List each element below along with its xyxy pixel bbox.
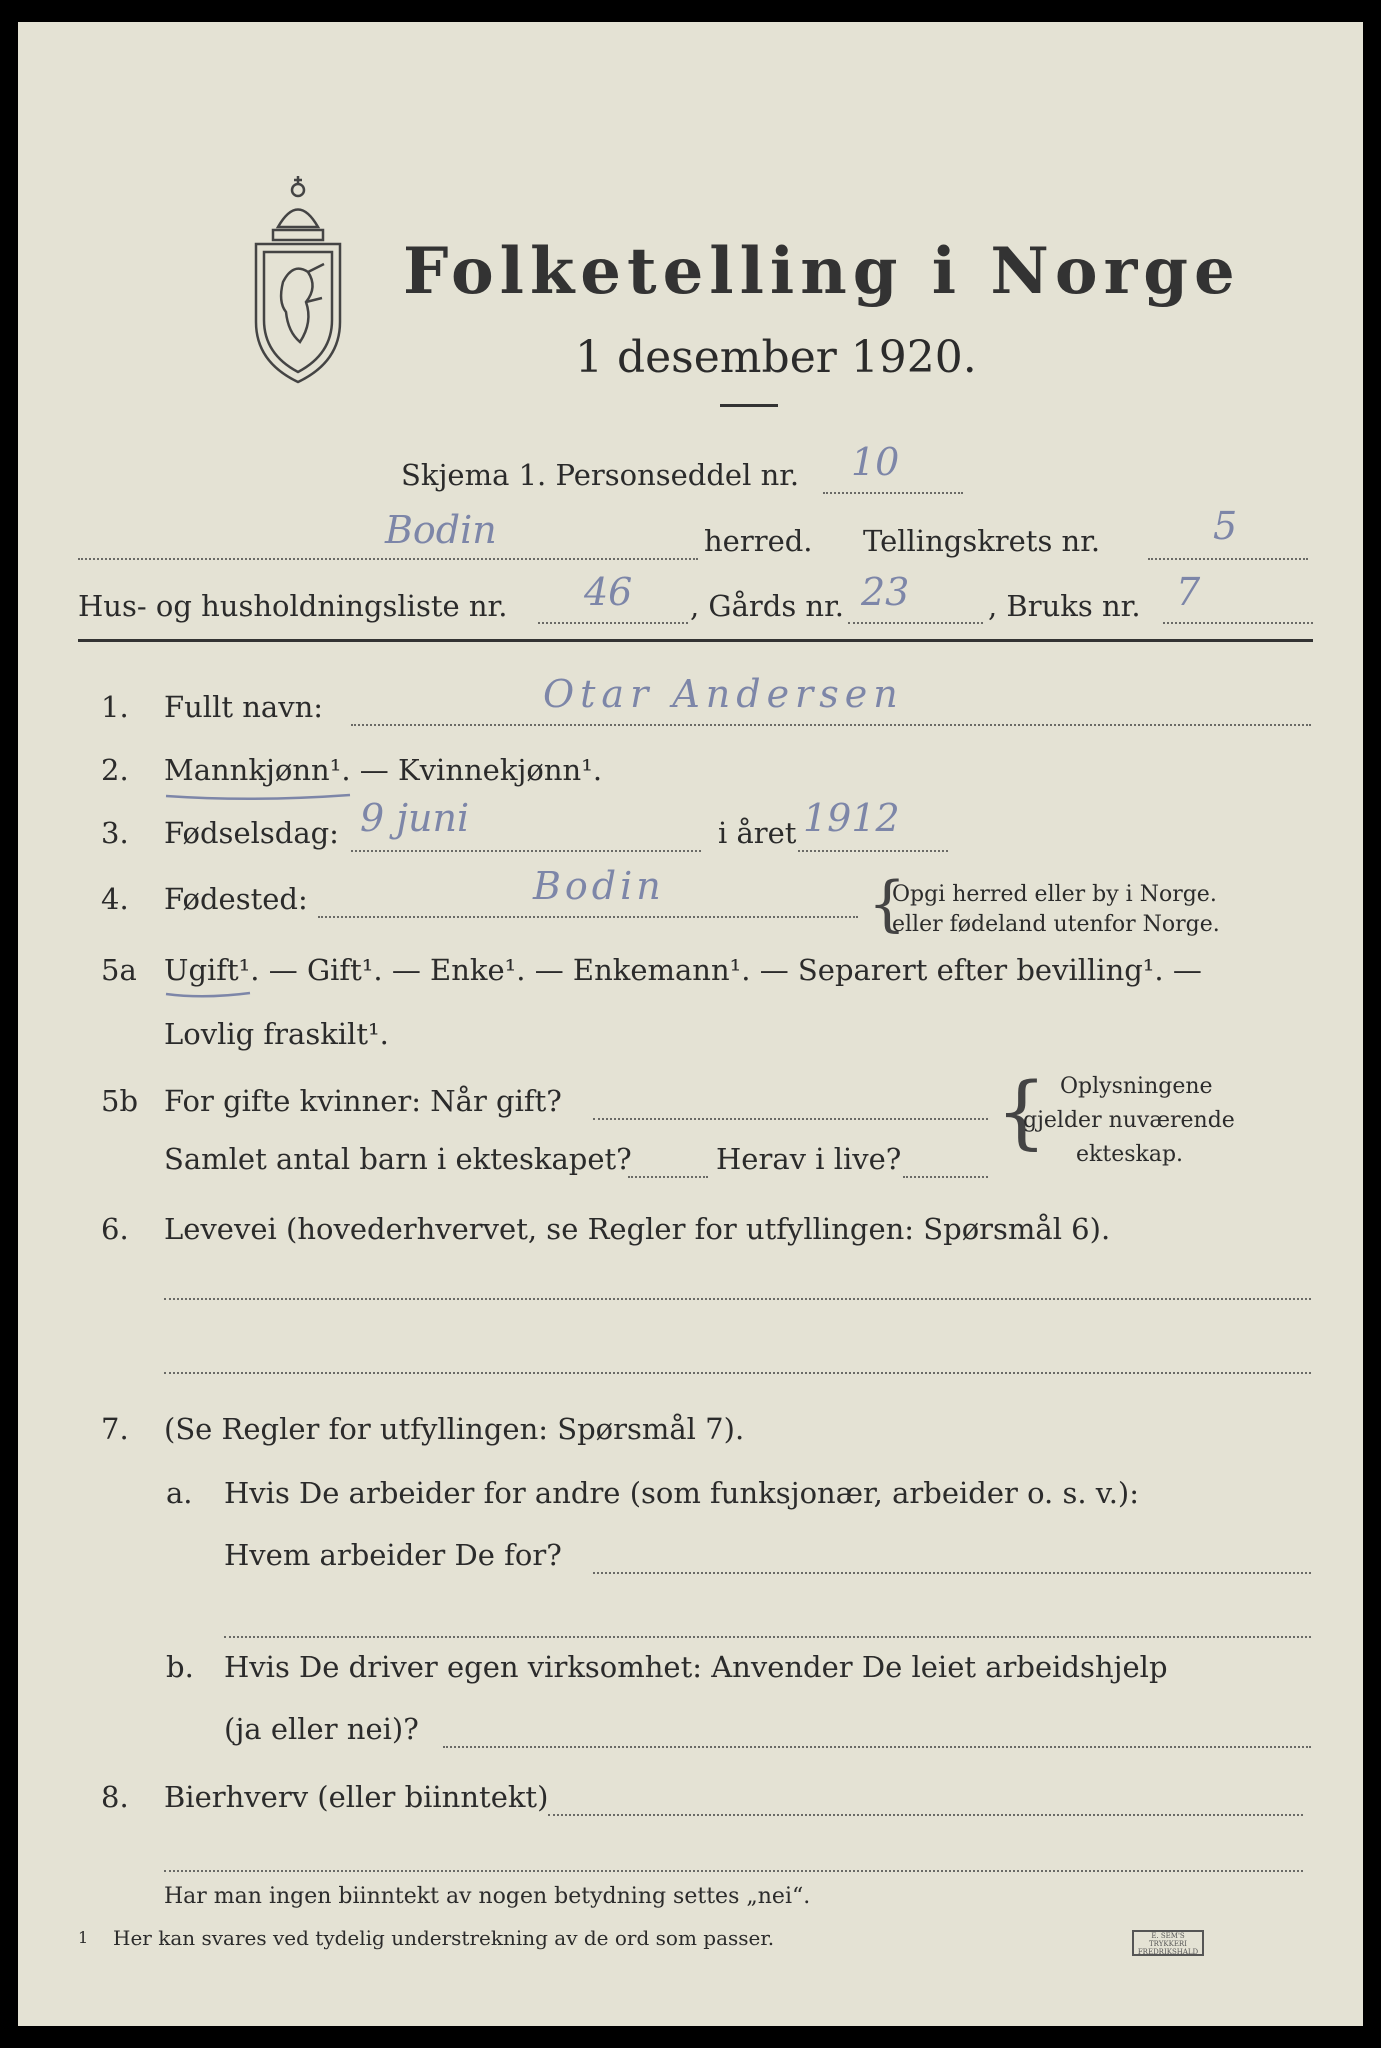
header-rule xyxy=(78,639,1313,642)
bruks-nr[interactable]: 7 xyxy=(1176,570,1201,614)
q7a-letter: a. xyxy=(166,1476,193,1510)
q3-year-dots xyxy=(798,850,948,852)
q6-dots-2 xyxy=(164,1372,1311,1374)
q1-dots xyxy=(351,724,1311,726)
husliste-dots xyxy=(538,622,688,624)
q4-brace: { xyxy=(868,869,907,939)
q5b-label: For gifte kvinner: Når gift? xyxy=(164,1084,562,1118)
q4-birthplace[interactable]: Bodin xyxy=(533,864,665,908)
schema-label: Skjema 1. Personseddel nr. xyxy=(401,458,800,492)
footnote-text: Her kan svares ved tydelig understrekning av de ord som passer. xyxy=(113,1926,775,1950)
husliste-nr[interactable]: 46 xyxy=(584,570,633,614)
q5b-note-3: ekteskap. xyxy=(1076,1142,1184,1167)
footer-note: Har man ingen biinntekt av nogen betydning settes „nei“. xyxy=(164,1884,811,1909)
q7a-dots xyxy=(593,1572,1311,1574)
form-title: Folketelling i Norge xyxy=(403,234,1241,309)
q7a-dots-2 xyxy=(224,1636,1311,1638)
q5b-label-3: Herav i live? xyxy=(716,1142,902,1176)
herred-value[interactable]: Bodin xyxy=(385,508,497,552)
q7-label: (Se Regler for utfyllingen: Spørsmål 7). xyxy=(164,1412,745,1446)
title-divider xyxy=(720,404,778,407)
tellingskrets-label: Tellingskrets nr. xyxy=(863,524,1101,558)
q5b-brace: { xyxy=(996,1065,1047,1158)
gards-dots xyxy=(848,622,983,624)
q5b-alive-dots xyxy=(903,1176,988,1178)
q5b-note-1: Oplysningene xyxy=(1060,1074,1213,1099)
census-date: 1 desember 1920. xyxy=(575,332,977,383)
personseddel-dots xyxy=(823,492,963,494)
q8-label: Bierhverv (eller biinntekt) xyxy=(164,1780,549,1814)
q7b-dots xyxy=(443,1746,1311,1748)
herred-dots xyxy=(78,558,698,560)
q3-birthday[interactable]: 9 juni xyxy=(360,796,470,840)
q5a-label-2: Lovlig fraskilt¹. xyxy=(164,1017,389,1051)
tellingskrets-dots xyxy=(1148,558,1308,560)
footnote-mark: 1 xyxy=(78,1928,89,1947)
husliste-label: Hus- og husholdningsliste nr. xyxy=(78,589,508,623)
bruks-dots xyxy=(1163,622,1313,624)
census-form xyxy=(18,22,1363,2026)
q5a-underline-mark xyxy=(164,990,254,1000)
gards-nr[interactable]: 23 xyxy=(861,570,910,614)
q3-year[interactable]: 1912 xyxy=(803,796,900,840)
q2-label: Mannkjønn¹. — Kvinnekjønn¹. xyxy=(164,753,603,787)
q8-dots-2 xyxy=(164,1870,1303,1872)
q7b-label: Hvis De driver egen virksomhet: Anvender De leiet arbeidshjelp xyxy=(224,1650,1168,1684)
q3-year-label: i året xyxy=(718,816,797,850)
q6-label: Levevei (hovederhvervet, se Regler for utfyllingen: Spørsmål 6). xyxy=(164,1212,1111,1246)
q5a-label: Ugift¹. — Gift¹. — Enke¹. — Enkemann¹. — Separert efter bevilling¹. — xyxy=(164,953,1202,987)
tellingskrets-nr[interactable]: 5 xyxy=(1213,504,1238,548)
q5b-label-2: Samlet antal barn i ekteskapet? xyxy=(164,1142,632,1176)
q5a-number: 5a xyxy=(101,953,137,987)
q5b-married-dots xyxy=(593,1118,988,1120)
q3-label: Fødselsdag: xyxy=(164,816,339,850)
q7a-label: Hvis De arbeider for andre (som funksjonær, arbeider o. s. v.): xyxy=(224,1476,1140,1510)
q7b-label-2: (ja eller nei)? xyxy=(224,1712,419,1746)
q5b-note-2: gjelder nuværende xyxy=(1023,1108,1235,1133)
coat-of-arms-icon xyxy=(238,172,358,387)
q4-number: 4. xyxy=(101,882,129,916)
q4-dots xyxy=(318,916,858,918)
q5b-number: 5b xyxy=(101,1084,139,1118)
q8-dots xyxy=(548,1814,1303,1816)
q4-note-2: eller fødeland utenfor Norge. xyxy=(892,912,1220,937)
q5b-children-dots xyxy=(628,1176,708,1178)
q1-label: Fullt navn: xyxy=(164,690,324,724)
q3-dots xyxy=(351,850,701,852)
q4-note-1: Opgi herred eller by i Norge. xyxy=(892,882,1217,907)
q1-full-name[interactable]: Otar Andersen xyxy=(543,672,904,716)
bruks-label: , Bruks nr. xyxy=(988,589,1141,623)
herred-label: herred. xyxy=(704,524,813,558)
q7a-label-2: Hvem arbeider De for? xyxy=(224,1538,562,1572)
q1-number: 1. xyxy=(101,690,129,724)
q2-number: 2. xyxy=(101,753,129,787)
personseddel-nr[interactable]: 10 xyxy=(851,440,900,484)
q6-number: 6. xyxy=(101,1212,129,1246)
q2-underline-mark xyxy=(164,792,354,802)
q4-label: Fødested: xyxy=(164,882,308,916)
q3-number: 3. xyxy=(101,816,129,850)
q7-number: 7. xyxy=(101,1412,129,1446)
q6-dots-1 xyxy=(164,1298,1311,1300)
gards-label: , Gårds nr. xyxy=(690,589,844,623)
printer-stamp: E. SEM'S TRYKKERI FREDRIKSHALD xyxy=(1132,1930,1204,1956)
q7b-letter: b. xyxy=(166,1650,194,1684)
q8-number: 8. xyxy=(101,1780,129,1814)
